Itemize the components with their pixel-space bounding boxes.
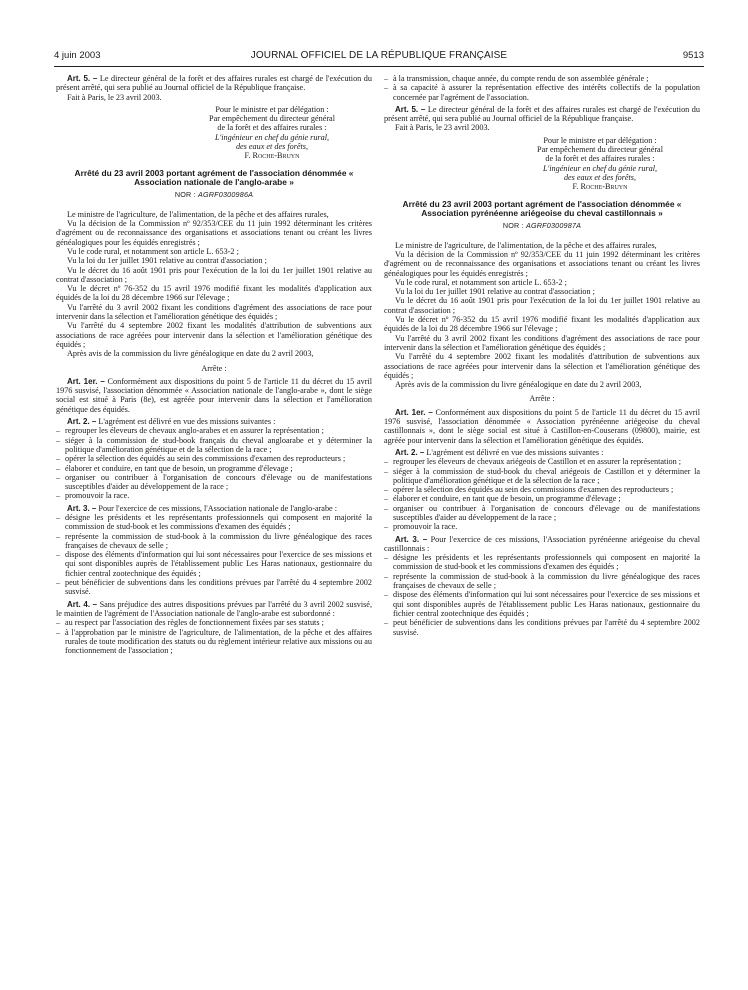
- list-item: – à sa capacité à assurer la représentation effective des intérêts collectifs de la population concernée par l'agrément de l'association.: [384, 83, 700, 102]
- list-item: – à l'approbation par le ministre de l'agriculture, de l'alimentation, de la pêche et des affaires rurales de toute modification des statuts ou du règlement intérieur relative aux missions ou au fonctionnement de l'association ;: [56, 628, 372, 656]
- nor-prefix: NOR :: [502, 221, 526, 231]
- decree-title: Arrêté du 23 avril 2003 portant agrément de l'association dénommée « Association nationale de l'anglo-arabe »: [74, 167, 354, 188]
- preamble-paragraph: Après avis de la commission du livre généalogique en date du 2 avril 2003,: [395, 380, 642, 390]
- list-item: – regrouper les éleveurs de chevaux anglo-arabes et en assurer la représentation ;: [56, 426, 372, 435]
- preamble-paragraph: Vu le décret nº 76-352 du 15 avril 1976 modifié fixant les modalités d'application aux équidés de la loi du 28 décembre 1966 sur l'élevage ;: [56, 284, 372, 303]
- list-item: – élaborer et conduire, en tant que de besoin, un programme d'élevage ;: [384, 494, 700, 503]
- article-text: Le directeur général de la forêt et des affaires rurales est chargé de l'exécution du présent arrêté, qui sera publié au Journal officiel de la République française.: [56, 74, 372, 93]
- article-label: Art. 5. –: [67, 74, 98, 83]
- conditions-list-continued: [384, 74, 700, 102]
- preamble-paragraph: Vu le décret du 16 août 1901 pris pour l'exécution de la loi du 1er juillet 1901 relative au contrat d'association ;: [384, 296, 700, 315]
- header-title: JOURNAL OFFICIEL DE LA RÉPUBLIQUE FRANÇAISE: [250, 50, 508, 61]
- page-header: [54, 50, 704, 66]
- preamble-paragraph: Vu l'arrêté du 3 avril 2002 fixant les conditions d'agrément des associations de race pour intervenir dans la sélection et l'amélioration génétique des équidés ;: [384, 333, 700, 352]
- signatory-name: F. Roche-Bruyn: [244, 151, 300, 161]
- article-text: Conformément aux dispositions du point 5 de l'article 11 du décret du 15 avril 1976 susvisé, l'association dénommée « Association pyrénéenne ariégeoise du cheval castillonnais », dont le siège social est situé à Castillon-en-Couserans (09800), mairie, est agréée pour intervenir dans la sélection et l'amélioration génétique des équidés.: [384, 407, 700, 445]
- signature-line: Par empêchement du directeur général: [209, 114, 335, 124]
- list-item: – élaborer et conduire, en tant que de besoin, un programme d'élevage ;: [56, 464, 372, 473]
- signature-line: Par empêchement du directeur général: [537, 145, 663, 155]
- list-item: – peut bénéficier de subventions dans les conditions prévues par l'arrêté du 4 septembre 2002 susvisé.: [384, 618, 700, 637]
- article-label: Art. 3. –: [67, 503, 97, 513]
- article-label: Art. 2. –: [395, 447, 425, 457]
- article-3: [384, 535, 700, 554]
- article-text: Conformément aux dispositions du point 5 de l'article 11 du décret du 15 avril 1976 susvisé, l'association dénommée « Association nationale de l'anglo-arabe », dont le siège social est situé à Paris (8e), est agréée pour intervenir dans la sélection et l'amélioration génétique des équidés.: [56, 376, 372, 414]
- article-text: L'agrément est délivré en vue des missions suivantes :: [96, 417, 276, 427]
- preamble-paragraph: Le ministre de l'agriculture, de l'alimentation, de la pêche et des affaires rurales,: [395, 240, 657, 250]
- signature-line: de la forêt et des affaires rurales :: [545, 154, 655, 164]
- preamble-paragraph: Vu le décret nº 76-352 du 15 avril 1976 modifié fixant les modalités d'application aux équidés de la loi du 28 décembre 1966 sur l'élevage ;: [384, 315, 700, 334]
- list-item: – siéger à la commission de stud-book français du cheval angloarabe et y déterminer la politique d'amélioration génétique et de la sélection de la race ;: [56, 436, 372, 455]
- signature-block: [384, 136, 700, 192]
- article-label: Art. 1er. –: [395, 407, 433, 417]
- signature-line: des eaux et des forêts,: [235, 142, 309, 152]
- list-item: – au respect par l'association des règles de fonctionnement fixées par ses statuts ;: [56, 618, 372, 627]
- list-item: – désigne les présidents et les représentants professionnels qui composent en majorité la commission de stud-book et les commissions d'examen des équidés ;: [384, 553, 700, 572]
- article-label: Art. 3. –: [395, 534, 428, 544]
- list-item: – siéger à la commission de stud-book du cheval ariégeois de Castillon et y déterminer la politique d'amélioration génétique et de la sélection de la race ;: [384, 467, 700, 486]
- signature-line: des eaux et des forêts,: [563, 172, 637, 182]
- list-item: – organiser ou contribuer à l'organisation de concours d'élevage ou de manifestations susceptibles d'aider au développement de la race ;: [384, 504, 700, 523]
- signature-line: de la forêt et des affaires rurales :: [217, 123, 327, 133]
- preamble-paragraph: Vu le code rural, et notamment son article L. 653-2 ;: [67, 246, 239, 256]
- preamble-paragraph: Vu la décision de la Commission nº 92/353/CEE du 11 juin 1992 déterminant les critères d'agrément ou de reconnaissance des organisations et associations tenant ou créant les livres généalogiques pour les équidés enregistrés ;: [384, 249, 700, 278]
- article-5: [56, 74, 372, 93]
- article-text: Sans préjudice des autres dispositions prévues par l'arrêté du 3 avril 2002 susvisé, le maintien de l'agrément de l'Association nationale de l'anglo-arabe est subordonné :: [56, 599, 372, 618]
- list-item: – peut bénéficier de subventions dans les conditions prévues par l'arrêté du 4 septembre 2002 susvisé.: [56, 578, 372, 597]
- article-text: Pour l'exercice de ces missions, l'Association pyrénéenne ariégeoise du cheval castillonnais :: [384, 534, 700, 553]
- fait-line: Fait à Paris, le 23 avril 2003.: [67, 92, 162, 102]
- preamble-paragraph: Vu l'arrêté du 4 septembre 2002 fixant les modalités d'attribution de subventions aux associations de race agréées pour intervenir dans la sélection et l'amélioration génétique des équidés ;: [56, 321, 372, 349]
- signature-block: [56, 105, 372, 161]
- list-item: – promouvoir la race.: [56, 491, 372, 500]
- signatory-name: F. Roche-Bruyn: [572, 182, 628, 192]
- article-text: L'agrément est délivré en vue des missions suivantes :: [424, 447, 604, 457]
- article-label: Art. 1er. –: [67, 376, 105, 386]
- preamble-paragraph: Vu la loi du 1er juillet 1901 relative au contrat d'association ;: [395, 287, 595, 297]
- list-item: – désigne les présidents et les représentants professionnels qui composent en majorité la commission de stud-book et les commissions d'examen des équidés ;: [56, 513, 372, 532]
- article-label: Art. 2. –: [67, 417, 97, 427]
- article-text: Le directeur général de la forêt et des affaires rurales est chargé de l'exécution du présent arrêté, qui sera publié au Journal officiel de la République française.: [384, 104, 700, 124]
- article-1: [384, 408, 700, 445]
- article-2: [56, 417, 372, 426]
- fait-line: Fait à Paris, le 23 avril 2003.: [395, 123, 490, 133]
- signature-line: Pour le ministre et par délégation :: [543, 135, 657, 145]
- conditions-list: [56, 618, 372, 655]
- signature-line: Pour le ministre et par délégation :: [215, 104, 329, 114]
- nor-code: AGRF0300986A: [198, 190, 254, 200]
- list-item: – opérer la sélection des équidés au sein des commissions d'examen des reproducteurs ;: [56, 454, 372, 463]
- duties-list: [56, 513, 372, 597]
- header-page-number: 9513: [682, 50, 704, 61]
- list-item: – organiser ou contribuer à l'organisation de concours d'élevage ou de manifestations susceptibles d'aider au développement de la race ;: [56, 473, 372, 492]
- left-column: [56, 74, 372, 655]
- decree-title: Arrêté du 23 avril 2003 portant agrément de l'association dénommée « Association pyrénéenne ariégeoise du cheval castillonnais »: [402, 198, 682, 218]
- article-5: [384, 105, 700, 124]
- nor-reference: [384, 221, 700, 230]
- list-item: – regrouper les éleveurs de chevaux ariégeois de Castillon et en assurer la représentation ;: [384, 457, 700, 466]
- article-3: [56, 504, 372, 513]
- preamble-paragraph: Le ministre de l'agriculture, de l'alimentation, de la pêche et des affaires rurales,: [67, 209, 329, 219]
- preamble-paragraph: Vu l'arrêté du 4 septembre 2002 fixant les modalités d'attribution de subventions aux associations de race agréées pour intervenir dans la sélection et l'amélioration génétique des équidés ;: [384, 352, 700, 380]
- signature-line: L'ingénieur en chef du génie rural,: [542, 163, 658, 173]
- article-label: Art. 4. –: [67, 599, 98, 609]
- preamble-paragraph: Après avis de la commission du livre généalogique en date du 2 avril 2003,: [67, 349, 314, 359]
- list-item: – représente la commission de stud-book à la commission du livre généalogique des races françaises de chevaux de selle ;: [56, 532, 372, 551]
- right-column: [384, 74, 700, 637]
- nor-prefix: NOR :: [174, 190, 198, 200]
- list-item: – opérer la sélection des équidés au sein des commissions d'examen des reproducteurs ;: [384, 485, 700, 494]
- header-date: 4 juin 2003: [54, 50, 101, 61]
- list-item: – dispose des éléments d'information qui lui sont nécessaires pour l'exercice de ses missions et qui sont disponibles auprès de l'établissement public Les Haras nationaux, gestionnaire du fichier central zootechnique des équidés ;: [56, 550, 372, 578]
- list-item: – dispose des éléments d'information qui lui sont nécessaires pour l'exercice de ses missions et qui sont disponibles auprès de l'établissement public Les Haras nationaux, gestionnaire du fichier central zootechnique des équidés ;: [384, 590, 700, 618]
- preamble-paragraph: Vu la loi du 1er juillet 1901 relative au contrat d'association ;: [67, 256, 267, 266]
- preamble-paragraph: Vu le décret du 16 août 1901 pris pour l'exécution de la loi du 1er juillet 1901 relative au contrat d'association ;: [56, 265, 372, 284]
- article-2: [384, 448, 700, 457]
- article-4: [56, 600, 372, 619]
- nor-code: AGRF0300987A: [526, 221, 582, 231]
- preamble-paragraph: Vu l'arrêté du 3 avril 2002 fixant les conditions d'agrément des associations de race pour intervenir dans la sélection et l'amélioration génétique des équidés ;: [56, 302, 372, 322]
- article-text: Pour l'exercice de ces missions, l'Association nationale de l'anglo-arabe :: [96, 503, 337, 513]
- nor-reference: [56, 190, 372, 199]
- signature-line: L'ingénieur en chef du génie rural,: [214, 132, 330, 142]
- preamble-paragraph: Vu le code rural, et notamment son article L. 653-2 ;: [395, 277, 567, 287]
- list-item: – représente la commission de stud-book à la commission du livre généalogique des races françaises de chevaux de selle ;: [384, 572, 700, 591]
- mission-list: [56, 426, 372, 500]
- list-item: – à la transmission, chaque année, du compte rendu de son assemblée générale ;: [384, 74, 700, 83]
- preamble: [56, 210, 372, 359]
- preamble: [384, 241, 700, 390]
- arrete-heading: Arrête :: [529, 394, 555, 404]
- preamble-paragraph: Vu la décision de la Commission nº 92/353/CEE du 11 juin 1992 déterminant les critères d'agrément ou de reconnaissance des organisations et associations tenant ou créant les livres généalogiques pour les équidés enregistrés ;: [56, 219, 372, 247]
- arrete-heading: Arrête :: [201, 363, 227, 373]
- mission-list: [384, 457, 700, 531]
- article-1: [56, 377, 372, 414]
- list-item: – promouvoir la race.: [384, 522, 700, 531]
- header-rule: [54, 66, 704, 67]
- duties-list: [384, 553, 700, 637]
- article-label: Art. 5. –: [395, 104, 426, 114]
